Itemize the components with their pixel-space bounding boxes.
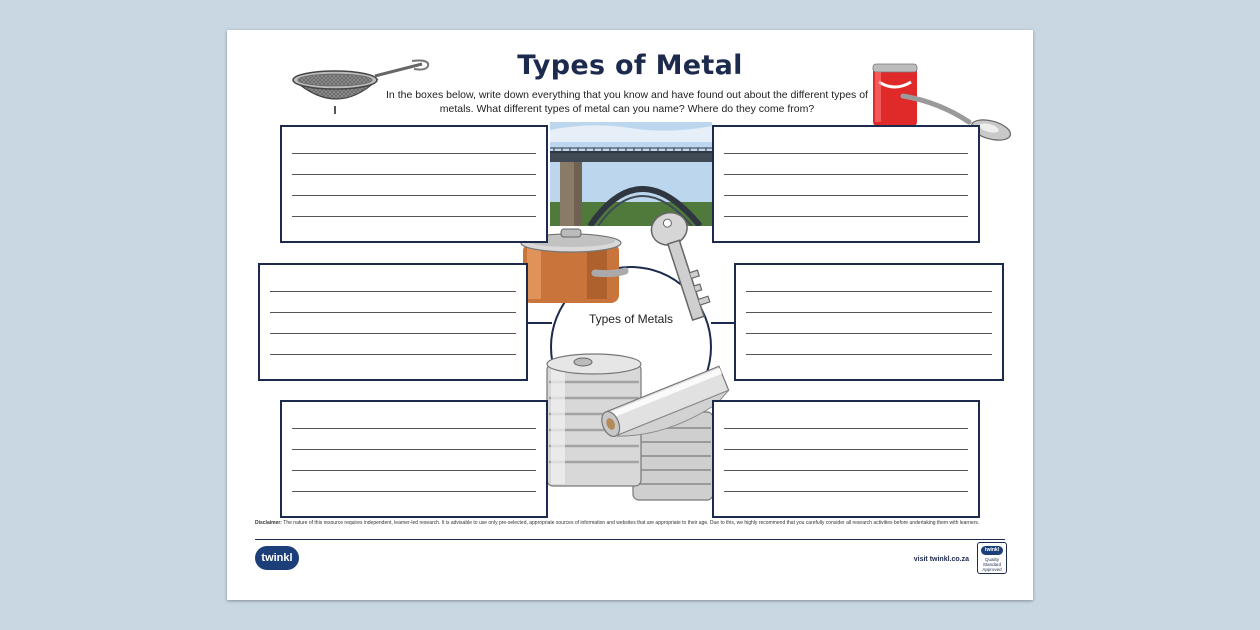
- badge-text: Quality Standard Approved: [982, 557, 1002, 572]
- writing-box-top-left[interactable]: [280, 125, 548, 243]
- key-icon: [647, 205, 715, 331]
- connector-left: [527, 322, 552, 324]
- writing-box-middle-left[interactable]: [258, 263, 528, 381]
- center-label: Types of Metals: [588, 312, 674, 326]
- quality-badge: [977, 542, 1007, 574]
- writing-box-middle-right[interactable]: [734, 263, 1004, 381]
- disclaimer-text: The nature of this resource requires independent, learner-led research. It is advisable to use only pre-selected, appropriate sources of information and websites that are appropriate to their age. Due to this, we highly recommend that you carefully consider all research activities before undertaking them with learners.: [283, 520, 980, 526]
- twinkl-logo: twinkl: [255, 546, 299, 570]
- sieve-icon: [282, 58, 432, 130]
- disclaimer-label: Disclaimer:: [255, 520, 282, 526]
- writing-box-top-right[interactable]: [712, 125, 980, 243]
- instructions-text: In the boxes below, write down everything that you know and have found out about the different types of metals. What different types of metal can you name? Where do they come from?: [386, 89, 868, 115]
- page-title: Types of Metal: [517, 50, 743, 81]
- writing-box-bottom-left[interactable]: [280, 400, 548, 518]
- badge-logo: twinkl: [981, 546, 1003, 555]
- footer-divider: [255, 539, 1005, 540]
- worksheet-page: [227, 30, 1033, 600]
- writing-box-bottom-right[interactable]: [712, 400, 980, 518]
- disclaimer: [255, 520, 1005, 527]
- visit-link[interactable]: visit twinkl.co.za: [913, 556, 969, 563]
